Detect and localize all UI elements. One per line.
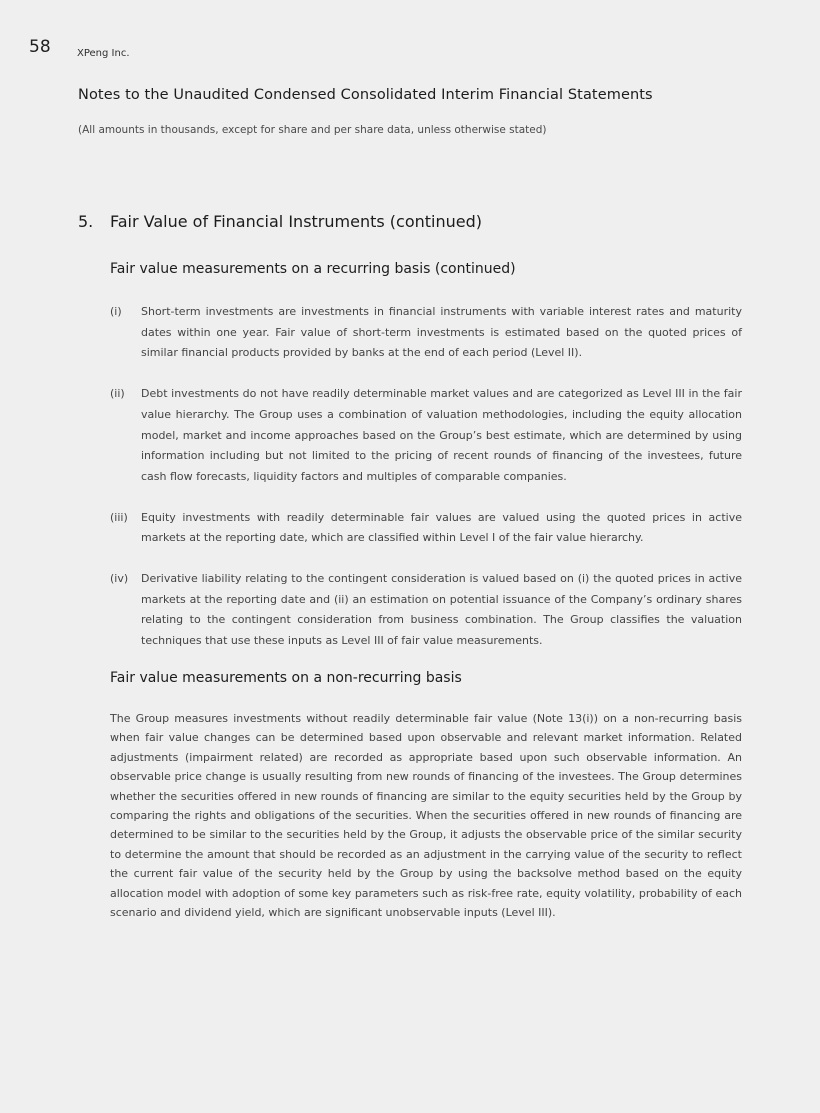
note-label: (i) bbox=[110, 305, 122, 318]
document-title: Notes to the Unaudited Condensed Consolidated Interim Financial Statements bbox=[78, 87, 653, 103]
recurring-notes-list bbox=[110, 302, 742, 652]
note-item bbox=[110, 384, 742, 488]
note-item bbox=[110, 302, 742, 364]
note-text: Equity investments with readily determinable fair values are valued using the quoted prices in active markets at the reporting date, which are classified within Level I of the fair value hierarchy. bbox=[141, 510, 742, 545]
note-text: Debt investments do not have readily determinable market values and are categorized as Level III in the fair value hierarchy. The Group uses a combination of valuation methodologies, including the equity allocation model, market and income approaches based on the Group’s best estimate, which are determined by using information including but not limited to the pricing of recent rounds of financing of the investees, future cash flow forecasts, liquidity factors and multiples of comparable companies. bbox=[141, 387, 742, 483]
section-number: 5. bbox=[78, 212, 94, 231]
nonrecurring-heading: Fair value measurements on a non-recurring basis bbox=[110, 670, 462, 686]
document-subtitle: (All amounts in thousands, except for share and per share data, unless otherwise stated) bbox=[78, 124, 547, 136]
company-name: XPeng Inc. bbox=[77, 48, 130, 59]
note-label: (iv) bbox=[110, 572, 129, 586]
section-title: Fair Value of Financial Instruments (continued) bbox=[110, 212, 482, 231]
note-label: (iii) bbox=[110, 510, 128, 524]
note-label: (ii) bbox=[110, 387, 125, 401]
nonrecurring-paragraph: The Group measures investments without readily determinable fair value (Note 13(i)) on a non-recurring basis when fair value changes can be determined based upon observable and relevant market information. Related adjustments (impairment related) are recorded as appropriate based upon such observable information. An observable price change is usually resulting from new rounds of financing of the investees. The Group determines whether the securities offered in new rounds of financing are similar to the equity securities held by the Group by comparing the rights and obligations of the securities. When the securities offered in new rounds of financing are determined to be similar to the securities held by the Group, it adjusts the observable price of the similar security to determine the amount that should be recorded as an adjustment in the carrying value of the security to reflect the current fair value of the security held by the Group by using the backsolve method based on the equity allocation model with adoption of some key parameters such as risk-free rate, equity volatility, probability of each scenario and dividend yield, which are significant unobservable inputs (Level III). bbox=[110, 712, 742, 920]
note-item bbox=[110, 569, 742, 652]
section-heading bbox=[78, 212, 482, 231]
note-item bbox=[110, 508, 742, 549]
page-number: 58 bbox=[29, 37, 51, 57]
note-text: Short-term investments are investments in financial instruments with variable interest rates and maturity dates within one year. Fair value of short-term investments is estimated based on the quoted prices of similar financial products provided by banks at the end of each period (Level II). bbox=[141, 305, 742, 360]
note-text: Derivative liability relating to the contingent consideration is valued based on (i) the quoted prices in active markets at the reporting date and (ii) an estimation on potential issuance of the Company’s ordinary shares relating to the contingent consideration from business combination. The Group classifies the valuation techniques that use these inputs as Level III of fair value measurements. bbox=[141, 572, 742, 648]
recurring-heading: Fair value measurements on a recurring basis (continued) bbox=[110, 261, 516, 277]
